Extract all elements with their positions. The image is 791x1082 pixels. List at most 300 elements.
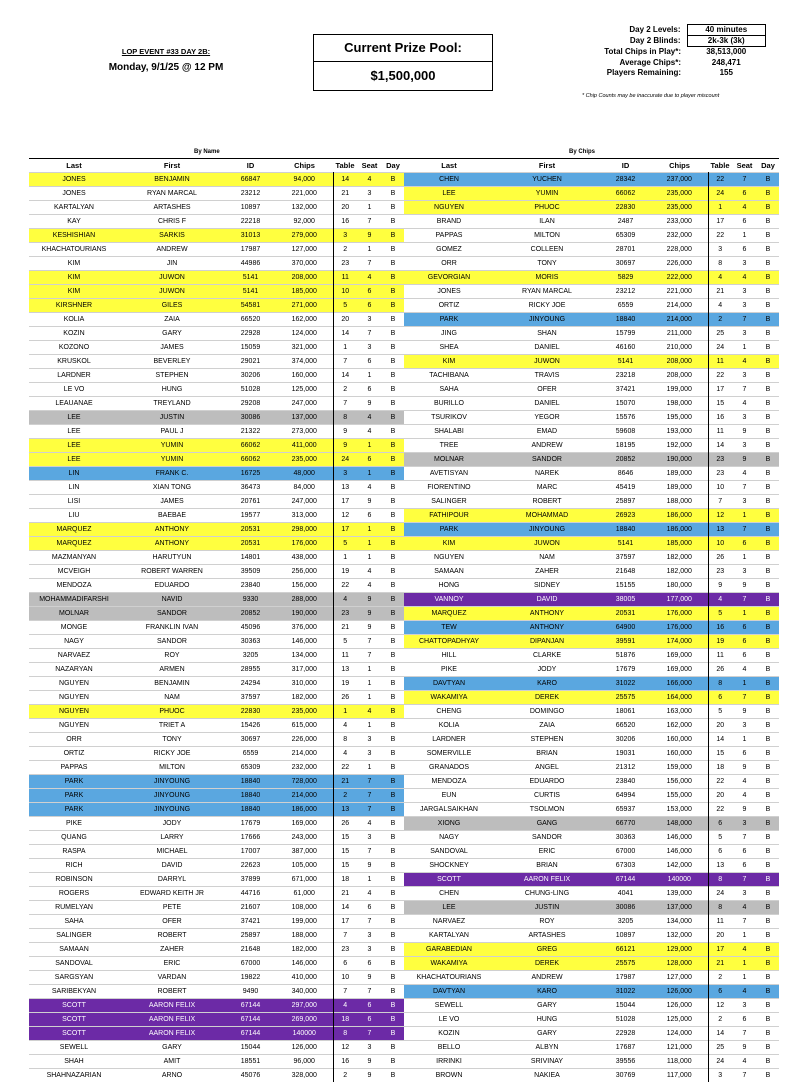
table-cell: 222,000 bbox=[651, 271, 708, 285]
table-cell: B bbox=[757, 173, 779, 187]
table-row bbox=[404, 1041, 779, 1055]
stat-value: 155 bbox=[687, 68, 766, 79]
table-cell: 10897 bbox=[225, 201, 276, 215]
table-cell: 23840 bbox=[600, 775, 651, 789]
table-cell: ANGEL bbox=[494, 761, 600, 775]
table-cell: 226,000 bbox=[276, 733, 333, 747]
column-header: Last bbox=[29, 159, 119, 173]
table-cell: NAM bbox=[494, 551, 600, 565]
table-cell: 20531 bbox=[225, 537, 276, 551]
table-cell: B bbox=[757, 369, 779, 383]
table-cell: B bbox=[382, 551, 404, 565]
stat-label: Day 2 Blinds: bbox=[578, 36, 687, 47]
table-cell: 411,000 bbox=[276, 439, 333, 453]
table-row bbox=[404, 187, 779, 201]
table-cell: FIORENTINO bbox=[404, 481, 494, 495]
table-cell: 1 bbox=[357, 719, 382, 733]
table-cell: B bbox=[382, 411, 404, 425]
table-cell: B bbox=[382, 537, 404, 551]
table-cell: 28701 bbox=[600, 243, 651, 257]
table-cell: 137,000 bbox=[651, 901, 708, 915]
table-cell: KOLIA bbox=[29, 313, 119, 327]
table-cell: SHAHNAZARIAN bbox=[29, 1069, 119, 1082]
table-cell: 208,000 bbox=[276, 271, 333, 285]
table-cell: 3 bbox=[732, 285, 757, 299]
table-cell: 7 bbox=[357, 803, 382, 817]
table-cell: ANTHONY bbox=[119, 537, 225, 551]
table-cell: 8 bbox=[333, 1027, 357, 1041]
table-cell: 25 bbox=[708, 327, 732, 341]
table-cell: 8 bbox=[708, 873, 732, 887]
table-cell: B bbox=[382, 677, 404, 691]
event-header bbox=[76, 47, 256, 73]
table-cell: OFER bbox=[494, 383, 600, 397]
table-cell: 4 bbox=[708, 593, 732, 607]
table-cell: 3 bbox=[708, 1069, 732, 1082]
table-cell: 1 bbox=[732, 341, 757, 355]
table-cell: LIU bbox=[29, 509, 119, 523]
table-cell: 163,000 bbox=[651, 705, 708, 719]
table-cell: 66062 bbox=[225, 439, 276, 453]
table-cell: 4 bbox=[357, 481, 382, 495]
table-header-row bbox=[404, 159, 779, 173]
by-name-table bbox=[29, 158, 404, 1082]
table-cell: B bbox=[382, 187, 404, 201]
table-cell: 6 bbox=[708, 691, 732, 705]
table-cell: KARTALYAN bbox=[404, 929, 494, 943]
table-cell: 18061 bbox=[600, 705, 651, 719]
table-cell: 16 bbox=[333, 1055, 357, 1069]
table-cell: HUNG bbox=[494, 1013, 600, 1027]
table-cell: 321,000 bbox=[276, 341, 333, 355]
table-cell: ROY bbox=[494, 915, 600, 929]
table-cell: 127,000 bbox=[276, 243, 333, 257]
table-cell: B bbox=[757, 901, 779, 915]
table-cell: 1 bbox=[357, 761, 382, 775]
table-cell: 65309 bbox=[600, 229, 651, 243]
table-cell: 20 bbox=[708, 719, 732, 733]
table-cell: 1 bbox=[357, 551, 382, 565]
table-cell: JUWON bbox=[494, 355, 600, 369]
table-cell: 7 bbox=[333, 355, 357, 369]
table-cell: 44716 bbox=[225, 887, 276, 901]
table-cell: TSURIKOV bbox=[404, 411, 494, 425]
table-cell: 228,000 bbox=[651, 243, 708, 257]
table-cell: B bbox=[757, 411, 779, 425]
table-cell: 26 bbox=[708, 551, 732, 565]
table-cell: 1 bbox=[357, 467, 382, 481]
table-cell: 6 bbox=[732, 537, 757, 551]
table-cell: 30206 bbox=[600, 733, 651, 747]
table-cell: KHACHATOURIANS bbox=[29, 243, 119, 257]
table-cell: EDUARDO bbox=[494, 775, 600, 789]
table-cell: 30697 bbox=[225, 733, 276, 747]
table-cell: JONES bbox=[404, 285, 494, 299]
table-cell: 13 bbox=[333, 663, 357, 677]
table-cell: 3 bbox=[333, 467, 357, 481]
table-cell: CHUNG-LING bbox=[494, 887, 600, 901]
table-cell: NAM bbox=[119, 691, 225, 705]
table-cell: 7 bbox=[732, 383, 757, 397]
table-cell: 4 bbox=[732, 985, 757, 999]
table-cell: ROGERS bbox=[29, 887, 119, 901]
stat-value: 38,513,000 bbox=[687, 47, 766, 58]
table-cell: 1 bbox=[732, 971, 757, 985]
table-cell: 7 bbox=[333, 929, 357, 943]
table-cell: KESHISHIAN bbox=[29, 229, 119, 243]
table-cell: 24 bbox=[708, 887, 732, 901]
table-row bbox=[404, 691, 779, 705]
table-cell: TRIET A bbox=[119, 719, 225, 733]
table-cell: 6 bbox=[732, 187, 757, 201]
table-cell: B bbox=[757, 579, 779, 593]
table-cell: JING bbox=[404, 327, 494, 341]
table-row bbox=[29, 1041, 404, 1055]
table-cell: 6 bbox=[708, 845, 732, 859]
table-cell: 17 bbox=[333, 523, 357, 537]
table-cell: 18840 bbox=[225, 789, 276, 803]
table-cell: SCOTT bbox=[29, 1013, 119, 1027]
table-row bbox=[404, 397, 779, 411]
table-cell: 21 bbox=[333, 775, 357, 789]
table-cell: 7 bbox=[357, 775, 382, 789]
table-cell: 256,000 bbox=[276, 565, 333, 579]
table-cell: 288,000 bbox=[276, 593, 333, 607]
table-cell: 7 bbox=[357, 1027, 382, 1041]
table-row bbox=[404, 705, 779, 719]
table-cell: 4 bbox=[357, 579, 382, 593]
table-cell: 3 bbox=[708, 243, 732, 257]
table-cell: MORIS bbox=[494, 271, 600, 285]
table-cell: B bbox=[382, 901, 404, 915]
table-cell: PETE bbox=[119, 901, 225, 915]
table-cell: B bbox=[757, 551, 779, 565]
table-cell: 30769 bbox=[600, 1069, 651, 1082]
table-cell: B bbox=[757, 397, 779, 411]
table-cell: ERIC bbox=[494, 845, 600, 859]
table-cell: SOMERVILLE bbox=[404, 747, 494, 761]
table-cell: 188,000 bbox=[276, 929, 333, 943]
table-cell: SHAH bbox=[29, 1055, 119, 1069]
stat-value: 248,471 bbox=[687, 57, 766, 68]
table-cell: 39591 bbox=[600, 635, 651, 649]
table-cell: 10 bbox=[333, 971, 357, 985]
table-cell: ROBERT bbox=[494, 495, 600, 509]
table-cell: 297,000 bbox=[276, 999, 333, 1013]
table-row bbox=[404, 593, 779, 607]
column-header: Table bbox=[333, 159, 357, 173]
table-cell: 26 bbox=[333, 691, 357, 705]
table-cell: 199,000 bbox=[651, 383, 708, 397]
table-cell: TSOLMON bbox=[494, 803, 600, 817]
table-row bbox=[404, 943, 779, 957]
table-cell: KOZIN bbox=[404, 1027, 494, 1041]
table-cell: B bbox=[382, 341, 404, 355]
table-cell: ROBINSON bbox=[29, 873, 119, 887]
table-cell: 146,000 bbox=[651, 845, 708, 859]
table-cell: 221,000 bbox=[651, 285, 708, 299]
table-row bbox=[404, 551, 779, 565]
table-cell: B bbox=[382, 789, 404, 803]
table-cell: 6 bbox=[357, 957, 382, 971]
table-cell: 186,000 bbox=[276, 803, 333, 817]
table-cell: TREE bbox=[404, 439, 494, 453]
table-cell: 243,000 bbox=[276, 831, 333, 845]
table-cell: 23 bbox=[708, 467, 732, 481]
table-cell: ANDREW bbox=[119, 243, 225, 257]
table-cell: 146,000 bbox=[276, 635, 333, 649]
column-header: First bbox=[119, 159, 225, 173]
table-cell: 208,000 bbox=[651, 369, 708, 383]
table-cell: B bbox=[382, 215, 404, 229]
table-cell: CHENG bbox=[404, 705, 494, 719]
table-row bbox=[404, 1069, 779, 1082]
table-cell: 5141 bbox=[225, 271, 276, 285]
table-cell: 6 bbox=[708, 817, 732, 831]
table-cell: 185,000 bbox=[276, 285, 333, 299]
table-cell: MOHAMMADIFARSHI bbox=[29, 593, 119, 607]
table-cell: SIDNEY bbox=[494, 579, 600, 593]
table-cell: DAVID bbox=[494, 593, 600, 607]
table-cell: 108,000 bbox=[276, 901, 333, 915]
table-cell: B bbox=[382, 999, 404, 1013]
table-cell: HUNG bbox=[119, 383, 225, 397]
table-cell: 66520 bbox=[600, 719, 651, 733]
table-cell: 15576 bbox=[600, 411, 651, 425]
table-cell: NARVAEZ bbox=[404, 915, 494, 929]
table-cell: B bbox=[382, 229, 404, 243]
table-cell: 235,000 bbox=[276, 705, 333, 719]
table-cell: B bbox=[382, 733, 404, 747]
table-cell: 10 bbox=[708, 537, 732, 551]
table-cell: 134,000 bbox=[651, 915, 708, 929]
table-cell: NGUYEN bbox=[29, 677, 119, 691]
table-cell: SAHA bbox=[404, 383, 494, 397]
table-cell: 166,000 bbox=[651, 677, 708, 691]
table-cell: RYAN MARCAL bbox=[119, 187, 225, 201]
table-cell: 7 bbox=[357, 635, 382, 649]
table-cell: 20761 bbox=[225, 495, 276, 509]
table-cell: WAKAMIYA bbox=[404, 691, 494, 705]
table-cell: SANDOR bbox=[494, 831, 600, 845]
table-row bbox=[404, 579, 779, 593]
table-cell: B bbox=[757, 859, 779, 873]
table-cell: LEAUANAE bbox=[29, 397, 119, 411]
table-cell: ROY bbox=[119, 649, 225, 663]
table-cell: B bbox=[382, 173, 404, 187]
column-header: Day bbox=[382, 159, 404, 173]
table-cell: LISI bbox=[29, 495, 119, 509]
table-row bbox=[404, 299, 779, 313]
table-cell: 23 bbox=[333, 943, 357, 957]
table-cell: 3205 bbox=[600, 915, 651, 929]
stat-label: Total Chips in Play*: bbox=[578, 47, 687, 58]
column-header: Last bbox=[404, 159, 494, 173]
table-row bbox=[404, 859, 779, 873]
table-row bbox=[29, 733, 404, 747]
table-row bbox=[29, 719, 404, 733]
table-cell: 376,000 bbox=[276, 621, 333, 635]
table-cell: AARON FELIX bbox=[119, 999, 225, 1013]
table-cell: IRRINKI bbox=[404, 1055, 494, 1069]
table-cell: 4 bbox=[357, 425, 382, 439]
table-cell: 1 bbox=[357, 677, 382, 691]
table-cell: 169,000 bbox=[651, 663, 708, 677]
table-cell: 615,000 bbox=[276, 719, 333, 733]
table-cell: NGUYEN bbox=[29, 705, 119, 719]
table-cell: B bbox=[757, 957, 779, 971]
table-cell: B bbox=[382, 691, 404, 705]
table-cell: 233,000 bbox=[651, 215, 708, 229]
table-cell: 45419 bbox=[600, 481, 651, 495]
table-cell: KOZIN bbox=[29, 327, 119, 341]
table-cell: 15799 bbox=[600, 327, 651, 341]
table-cell: 66062 bbox=[600, 187, 651, 201]
table-row bbox=[404, 453, 779, 467]
table-cell: 9 bbox=[357, 1055, 382, 1069]
table-cell: 24 bbox=[708, 341, 732, 355]
table-cell: 7 bbox=[732, 1027, 757, 1041]
table-cell: RICH bbox=[29, 859, 119, 873]
table-cell: 1 bbox=[357, 243, 382, 257]
table-cell: 6 bbox=[732, 747, 757, 761]
table-cell: 4 bbox=[732, 943, 757, 957]
table-cell: B bbox=[757, 733, 779, 747]
table-cell: DARRYL bbox=[119, 873, 225, 887]
table-cell: B bbox=[382, 201, 404, 215]
by-chips-title: By Chips bbox=[569, 149, 595, 155]
table-cell: KHACHATOURIANS bbox=[404, 971, 494, 985]
table-cell: 6 bbox=[732, 649, 757, 663]
table-cell: LARDNER bbox=[404, 733, 494, 747]
table-cell: 45076 bbox=[225, 1069, 276, 1082]
table-cell: NAKIEA bbox=[494, 1069, 600, 1082]
table-cell: 2 bbox=[333, 243, 357, 257]
table-cell: 1 bbox=[333, 341, 357, 355]
table-cell: 9 bbox=[732, 705, 757, 719]
table-cell: KIM bbox=[29, 271, 119, 285]
table-cell: ILAN bbox=[494, 215, 600, 229]
table-cell: 7 bbox=[732, 915, 757, 929]
table-row bbox=[29, 439, 404, 453]
table-cell: B bbox=[757, 761, 779, 775]
table-row bbox=[404, 971, 779, 985]
table-cell: 23 bbox=[708, 453, 732, 467]
table-cell: JIN bbox=[119, 257, 225, 271]
table-cell: 9 bbox=[357, 859, 382, 873]
table-cell: B bbox=[382, 327, 404, 341]
table-row bbox=[29, 355, 404, 369]
table-cell: 22 bbox=[708, 775, 732, 789]
table-cell: 3 bbox=[357, 747, 382, 761]
table-cell: 9 bbox=[732, 425, 757, 439]
table-cell: TONY bbox=[119, 733, 225, 747]
table-row bbox=[404, 747, 779, 761]
table-cell: 9 bbox=[732, 803, 757, 817]
table-cell: B bbox=[382, 663, 404, 677]
table-cell: 14 bbox=[333, 173, 357, 187]
table-cell: 15426 bbox=[225, 719, 276, 733]
table-row bbox=[404, 1055, 779, 1069]
table-cell: 198,000 bbox=[651, 397, 708, 411]
table-row bbox=[29, 929, 404, 943]
table-cell: 328,000 bbox=[276, 1069, 333, 1082]
table-cell: MOLNAR bbox=[29, 607, 119, 621]
column-header: Table bbox=[708, 159, 732, 173]
table-cell: B bbox=[382, 845, 404, 859]
table-cell: GARY bbox=[494, 1027, 600, 1041]
table-cell: 273,000 bbox=[276, 425, 333, 439]
table-cell: 11 bbox=[708, 649, 732, 663]
table-cell: 6 bbox=[357, 355, 382, 369]
table-cell: MENDOZA bbox=[404, 775, 494, 789]
table-cell: MOLNAR bbox=[404, 453, 494, 467]
table-cell: 125,000 bbox=[276, 383, 333, 397]
table-row bbox=[404, 677, 779, 691]
table-cell: 192,000 bbox=[651, 439, 708, 453]
table-cell: 148,000 bbox=[651, 817, 708, 831]
table-row bbox=[404, 537, 779, 551]
table-cell: B bbox=[382, 579, 404, 593]
table-cell: MARQUEZ bbox=[29, 537, 119, 551]
table-row bbox=[29, 411, 404, 425]
table-cell: 142,000 bbox=[651, 859, 708, 873]
table-cell: B bbox=[757, 425, 779, 439]
table-cell: YEGOR bbox=[494, 411, 600, 425]
table-row bbox=[29, 1069, 404, 1082]
table-cell: ROBERT WARREN bbox=[119, 565, 225, 579]
table-cell: 1 bbox=[708, 201, 732, 215]
table-cell: 4 bbox=[357, 887, 382, 901]
table-cell: 64900 bbox=[600, 621, 651, 635]
table-row bbox=[29, 649, 404, 663]
table-cell: GREG bbox=[494, 943, 600, 957]
table-cell: 129,000 bbox=[651, 943, 708, 957]
table-cell: HILL bbox=[404, 649, 494, 663]
stat-label: Day 2 Levels: bbox=[578, 25, 687, 36]
table-row bbox=[404, 985, 779, 999]
table-row bbox=[29, 985, 404, 999]
table-cell: GARY bbox=[119, 1041, 225, 1055]
table-cell: PARK bbox=[404, 313, 494, 327]
table-cell: MILTON bbox=[119, 761, 225, 775]
table-cell: RUMELYAN bbox=[29, 901, 119, 915]
table-cell: HARUTYUN bbox=[119, 551, 225, 565]
table-cell: 177,000 bbox=[651, 593, 708, 607]
table-cell: 19577 bbox=[225, 509, 276, 523]
table-cell: 21 bbox=[333, 187, 357, 201]
table-row bbox=[404, 495, 779, 509]
table-cell: JAMES bbox=[119, 341, 225, 355]
table-cell: B bbox=[757, 565, 779, 579]
table-cell: 66520 bbox=[225, 313, 276, 327]
table-cell: 3 bbox=[732, 999, 757, 1013]
table-cell: 6 bbox=[732, 215, 757, 229]
table-cell: 22 bbox=[708, 173, 732, 187]
table-row bbox=[404, 173, 779, 187]
table-cell: EMAD bbox=[494, 425, 600, 439]
table-cell: 65937 bbox=[600, 803, 651, 817]
table-cell: 1 bbox=[732, 733, 757, 747]
table-cell: AVETISYAN bbox=[404, 467, 494, 481]
table-cell: SARKIS bbox=[119, 229, 225, 243]
table-cell: B bbox=[382, 761, 404, 775]
table-cell: 66062 bbox=[225, 453, 276, 467]
table-cell: B bbox=[382, 957, 404, 971]
table-cell: KOLIA bbox=[404, 719, 494, 733]
table-cell: 117,000 bbox=[651, 1069, 708, 1082]
table-cell: 39556 bbox=[600, 1055, 651, 1069]
